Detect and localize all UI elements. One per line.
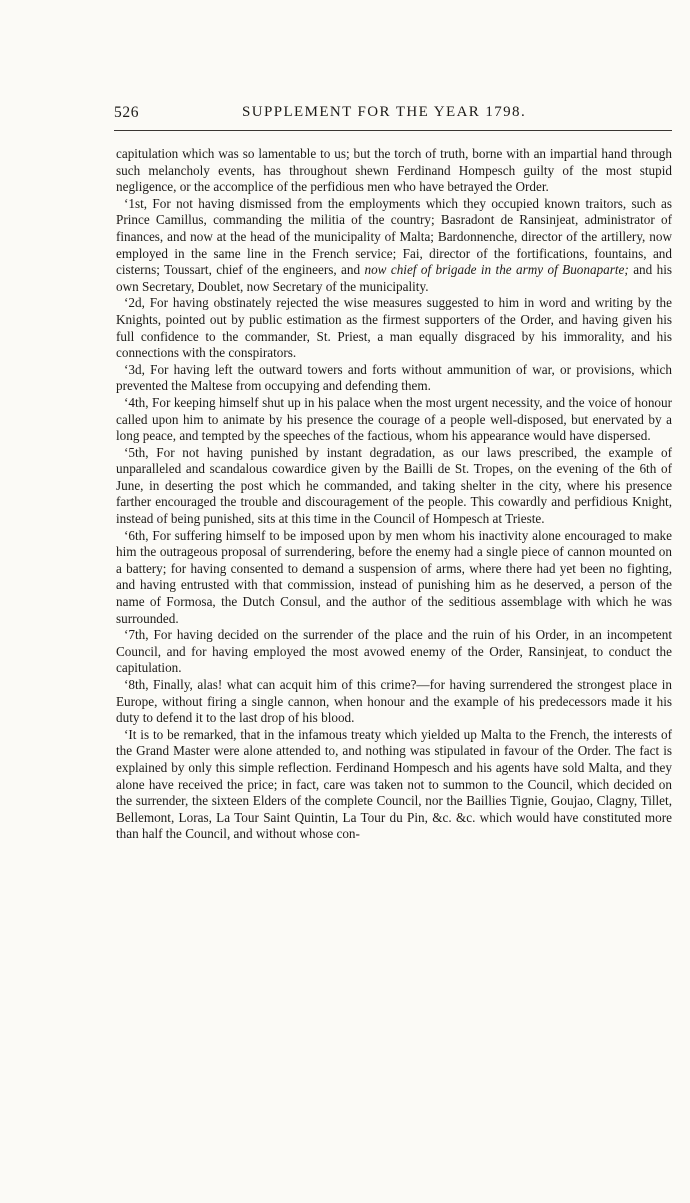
header-rule (114, 130, 672, 131)
paragraph-1: capitulation which was so lamentable to us; but the torch of truth, borne with an impartial hand through such melancholy events, has throughout shewn Ferdinand Hompesch guilty of the most stupid negligence, or the accomplice of the perfidious men who have betrayed the Order. (116, 146, 672, 195)
paragraph-4: ‘3d, For having left the outward towers and forts without ammunition of war, or provisions, which prevented the Maltese from occupying and defending them. (116, 361, 672, 394)
paragraph-2: ‘1st, For not having dismissed from the employments which they occupied known traitors, such as Prince Camillus, commanding the militia of the country; Basradont de Ransinjeat, administrator of finances, and now at the head of the municipality of Malta; Bardonnenche, director of the artillery, now employed in the same line in the French service; Fai, director of the fortifications, fountains, and cisterns; Toussart, chief of the engineers, and now chief of brigade in the army of Buonaparte; and his own Secretary, Doublet, now Secretary of the municipality. (116, 195, 673, 294)
page-header (114, 104, 672, 128)
paragraph-3: ‘2d, For having obstinately rejected the wise measures suggested to him in word and writing by the Knights, pointed out by public estimation as the firmest supporters of the Order, and having given his full confidence to the commander, St. Priest, a man equally disgraced by his immorality, and his connections with the conspirators. (116, 295, 672, 361)
body-text (116, 146, 672, 843)
paragraph-6: ‘5th, For not having punished by instant degradation, as our laws prescribed, the example of unparalleled and scandalous cowardice given by the Bailli de St. Tropes, on the evening of the 6th of June, in deserting the post which he commanded, and taking shelter in the city, where his presence farther encouraged the trouble and discouragement of the people. This cowardly and perfidious Knight, instead of being punished, sits at this time in the Council of Hompesch at Trieste. (116, 444, 672, 527)
italic-phrase: now chief of brigade in the army of Buonaparte; (364, 262, 629, 278)
page-number: 526 (114, 104, 140, 121)
paragraph-7: ‘6th, For suffering himself to be imposed upon by men whom his inactivity alone encouraged to make him the outrageous proposal of surrendering, before the enemy had a single piece of cannon mounted on a battery; for having consented to demand a suspension of arms, where there had yet been no fighting, and having entrusted with that commission, instead of punishing him as he deserved, a person of the name of Formosa, the Dutch Consul, and the author of the seditious assemblage with which he was surrounded. (116, 527, 672, 626)
running-head: SUPPLEMENT FOR THE YEAR 1798. (242, 104, 527, 120)
paragraph-10: ‘It is to be remarked, that in the infamous treaty which yielded up Malta to the French, the interests of the Grand Master were alone attended to, and nothing was stipulated in favour of the Order. The fact is explained by only this simple reflection. Ferdinand Hompesch and his agents have sold Malta, and they alone have received the price; in fact, care was taken not to summon to the Council, which decided on the surrender, the sixteen Elders of the complete Council, nor the Baillies Tignie, Goujao, Clagny, Tillet, Bellemont, Loras, La Tour Saint Quintin, La Tour du Pin, &c. &c. which would have constituted more than half the Council, and without whose con- (116, 726, 672, 842)
paragraph-5: ‘4th, For keeping himself shut up in his palace when the most urgent necessity, and the voice of honour called upon him to animate by his presence the courage of a people well-disposed, but enervated by a long peace, and tempted by the speeches of the factious, whom his appearance would have dispersed. (116, 394, 672, 444)
paragraph-8: ‘7th, For having decided on the surrender of the place and the ruin of his Order, in an incompetent Council, and for having employed the most avowed enemy of the Order, Ransinjeat, to conduct the capitulation. (116, 627, 672, 676)
paragraph-9: ‘8th, Finally, alas! what can acquit him of this crime?—for having surrendered the strongest place in Europe, without firing a single cannon, when honour and the example of his predecessors made it his duty to defend it to the last drop of his blood. (116, 677, 672, 726)
